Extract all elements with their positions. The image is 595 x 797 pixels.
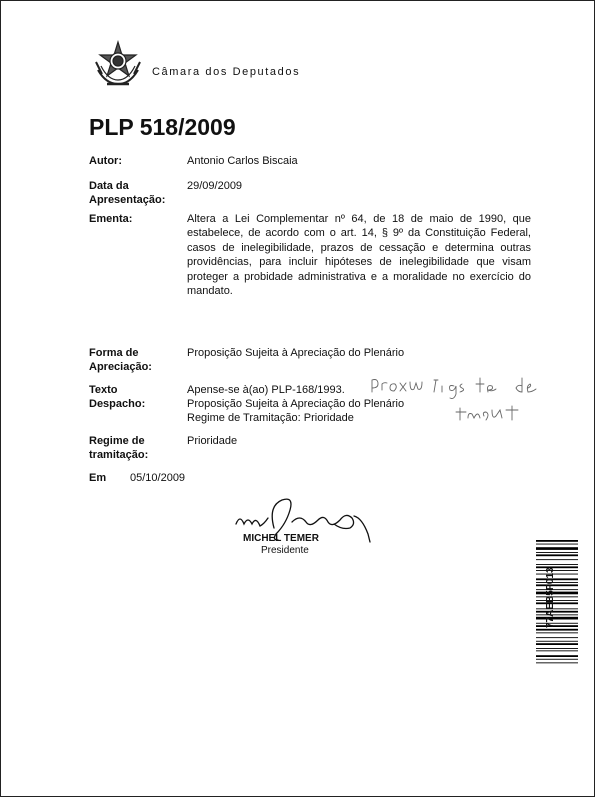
appraisal-form-label-line-2: Apreciação: bbox=[89, 361, 152, 373]
coat-of-arms-seal-icon bbox=[92, 40, 144, 88]
dated-value: 05/10/2009 bbox=[130, 472, 186, 484]
presentation-date-label-line-1: Data da bbox=[89, 180, 129, 192]
appraisal-form-label-line-1: Forma de bbox=[89, 347, 139, 359]
signer-role: Presidente bbox=[261, 545, 309, 556]
summary-label: Ementa: bbox=[89, 213, 133, 225]
dispatch-label-line-2: Despacho: bbox=[89, 398, 146, 410]
processing-regime-label-line-2: tramitação: bbox=[89, 449, 149, 461]
presentation-date-value: 29/09/2009 bbox=[187, 180, 243, 192]
signer-name: MICHEL TEMER bbox=[243, 533, 319, 544]
presentation-date-label bbox=[89, 179, 165, 207]
author-value: Antonio Carlos Biscaia bbox=[187, 155, 298, 167]
appraisal-form-label bbox=[89, 346, 152, 374]
barcode bbox=[536, 540, 578, 715]
dispatch-line-3: Regime de Tramitação: Prioridade bbox=[187, 412, 354, 424]
author-label: Autor: bbox=[89, 155, 122, 167]
dispatch-label-line-1: Texto bbox=[89, 384, 118, 396]
processing-regime-value: Prioridade bbox=[187, 435, 238, 447]
dispatch-line-2: Proposição Sujeita à Apreciação do Plenário bbox=[187, 398, 405, 410]
handwritten-annotation bbox=[368, 374, 558, 424]
appraisal-form-value: Proposição Sujeita à Apreciação do Plenário bbox=[187, 347, 405, 359]
processing-regime-label-line-1: Regime de bbox=[89, 435, 145, 447]
document-title: PLP 518/2009 bbox=[89, 114, 236, 140]
summary-text: Altera a Lei Complementar nº 64, de 18 de maio de 1990, que estabelece, de acordo com o art. 14, § 9º da Constituição Federal, casos de inelegibilidade, prazos de cessação e determina outras providências, para incluir hipóteses de inelegibilidade que visam proteger a probidade administrativa e a moralidade no exercício do mandato. bbox=[187, 213, 531, 298]
dispatch-line-1: Apense-se à(ao) PLP-168/1993. bbox=[187, 384, 345, 396]
institution-name: Câmara dos Deputados bbox=[152, 66, 301, 78]
processing-regime-label bbox=[89, 434, 148, 462]
barcode-number: 77AEB5F013 bbox=[545, 567, 556, 628]
dispatch-label bbox=[89, 383, 145, 411]
dated-label: Em bbox=[89, 472, 107, 484]
presentation-date-label-line-2: Apresentação: bbox=[89, 194, 166, 206]
